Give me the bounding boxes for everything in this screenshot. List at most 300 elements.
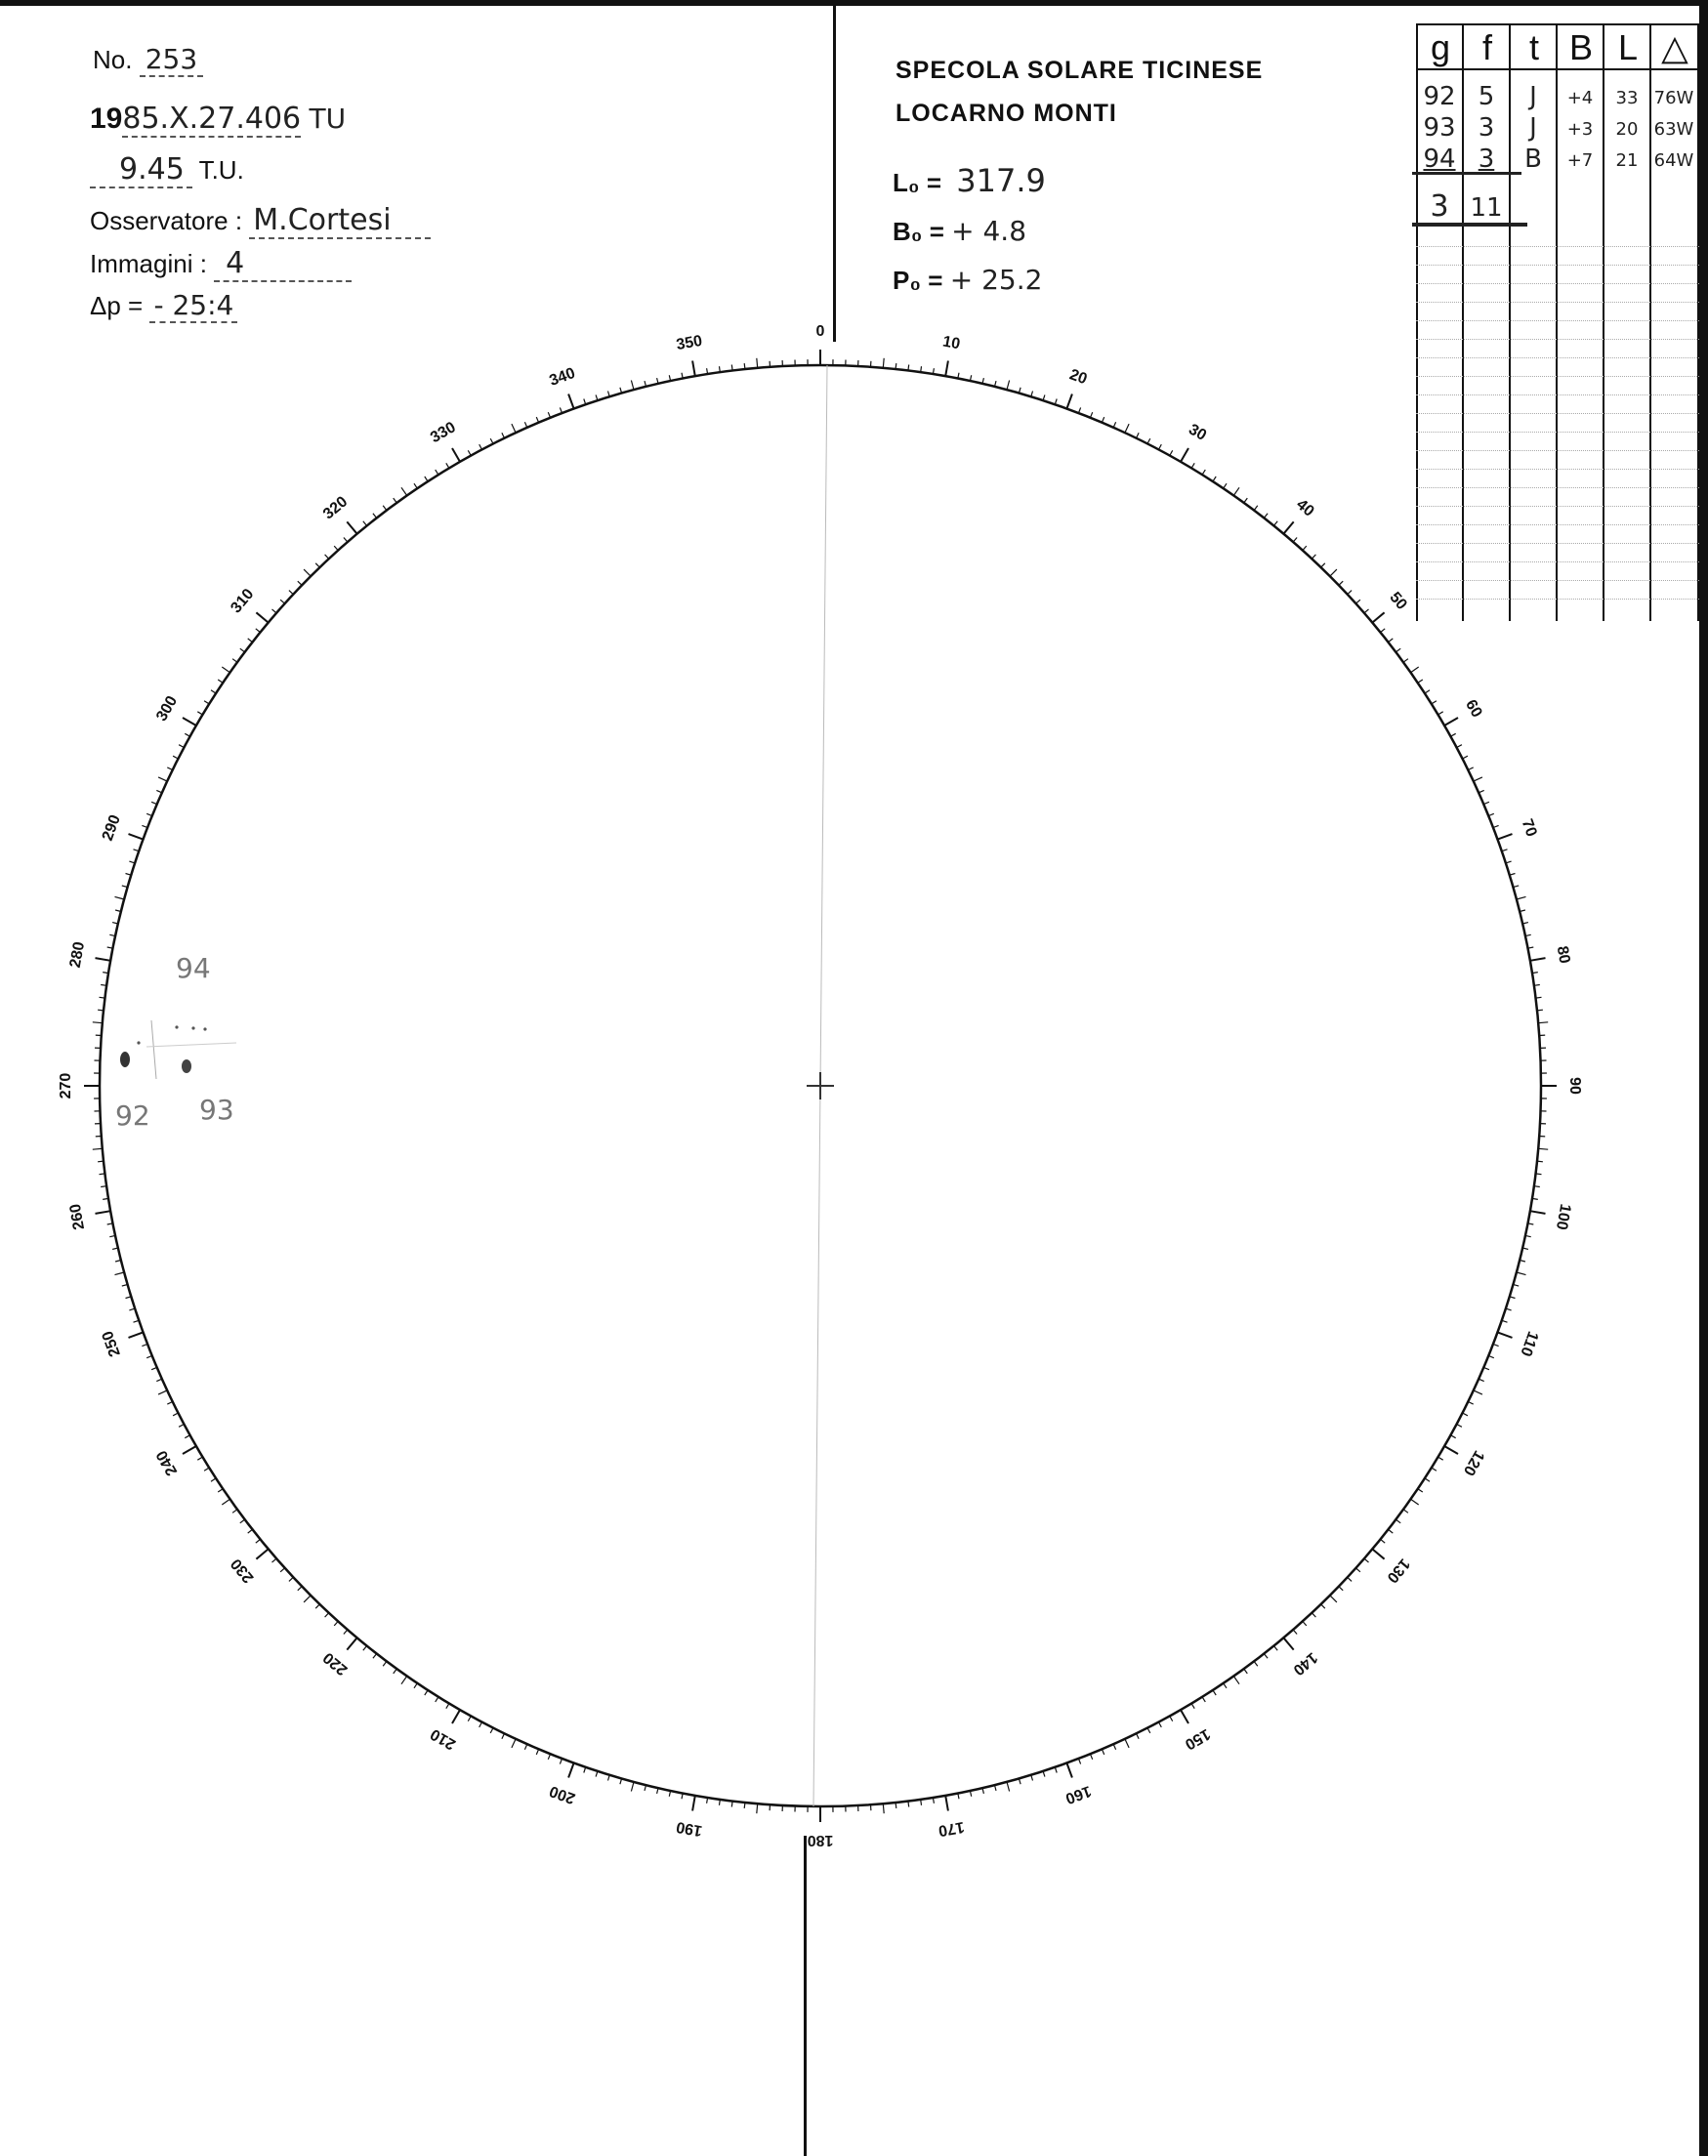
degree-tick [363, 521, 367, 526]
degree-tick [1396, 648, 1400, 652]
degree-tick [1244, 498, 1248, 503]
degree-tick [908, 1802, 909, 1807]
degree-tick [96, 1211, 111, 1214]
row3-l: 21 [1615, 150, 1639, 171]
degree-tick [490, 438, 493, 443]
degree-tick [129, 1332, 144, 1338]
degree-tick [479, 1722, 482, 1727]
degree-tick [158, 1390, 167, 1394]
degree-tick [1381, 1539, 1386, 1543]
degree-tick [272, 1558, 277, 1562]
degree-tick [1537, 1161, 1543, 1162]
sketch-guide-line [146, 1043, 236, 1047]
degree-tick [394, 1669, 397, 1674]
sunspot-92-pore [137, 1041, 140, 1044]
header-b: B [1568, 27, 1593, 67]
degree-tick [1418, 1489, 1423, 1492]
degree-tick [1463, 1413, 1468, 1416]
degree-tick [414, 1683, 417, 1688]
degree-tick [1147, 438, 1150, 443]
row2-f: 3 [1478, 113, 1495, 143]
date-prefix: 19 [90, 103, 123, 135]
degree-tick [425, 477, 428, 481]
row3-delta: 64W [1653, 150, 1694, 171]
degree-tick [222, 667, 229, 673]
row3-t: B [1524, 145, 1542, 174]
degree-tick [1170, 1717, 1173, 1721]
degree-tick [446, 1704, 449, 1709]
degree-tick [167, 1402, 172, 1405]
degree-tick [468, 1717, 471, 1721]
delta-p-label: Δp = [90, 291, 144, 320]
degree-tick [1510, 874, 1516, 876]
degree-tick [232, 1510, 237, 1513]
degree-tick [568, 394, 574, 409]
degree-label-80: 80 [1553, 944, 1573, 966]
degree-tick [1264, 1654, 1268, 1659]
row2-l: 20 [1615, 119, 1639, 140]
degree-tick [1364, 1558, 1369, 1562]
row1-f: 5 [1478, 82, 1495, 111]
degree-tick [1536, 1174, 1542, 1175]
date-suffix: TU [309, 103, 347, 135]
degree-tick [1411, 667, 1419, 673]
degree-tick [1031, 1775, 1033, 1781]
degree-tick [1233, 487, 1239, 495]
sunspot-94-pore [203, 1027, 206, 1030]
p0-value: + 25.2 [949, 264, 1043, 296]
degree-tick [744, 363, 745, 369]
degree-tick [248, 1529, 253, 1533]
degree-tick [524, 422, 526, 428]
degree-tick [256, 612, 268, 622]
degree-tick [167, 767, 172, 770]
degree-label-350: 350 [675, 332, 704, 354]
degree-label-330: 330 [428, 419, 459, 447]
degree-tick [1418, 680, 1423, 683]
degree-tick [394, 498, 397, 503]
degree-label-130: 130 [1383, 1555, 1413, 1587]
degree-tick [1283, 521, 1293, 533]
group-label-92: 92 [115, 1099, 150, 1132]
degree-tick [512, 424, 516, 433]
degree-tick [1224, 1683, 1227, 1688]
degree-tick [156, 790, 162, 792]
degree-label-340: 340 [547, 364, 578, 390]
degree-label-20: 20 [1066, 366, 1090, 389]
degree-tick [256, 629, 261, 633]
sunspot-94-pore [175, 1025, 178, 1028]
degree-tick [1389, 639, 1394, 643]
degree-tick [1244, 1669, 1248, 1674]
degree-label-150: 150 [1182, 1724, 1213, 1753]
degree-tick [1137, 1733, 1140, 1738]
degree-tick [1159, 444, 1162, 449]
header-t: t [1528, 27, 1539, 67]
degree-tick [608, 1775, 610, 1781]
degree-tick [425, 1690, 428, 1695]
degree-tick [179, 1425, 184, 1428]
degree-tick [883, 358, 884, 368]
degree-tick [1364, 609, 1369, 613]
degree-tick [1474, 777, 1482, 781]
p0-label: P₀ = [893, 266, 950, 295]
degree-tick [304, 1596, 311, 1602]
total-g: 3 [1430, 189, 1449, 224]
degree-tick [1451, 733, 1456, 736]
degree-tick [631, 381, 634, 391]
degree-tick [568, 1763, 574, 1778]
degree-tick [468, 450, 471, 455]
degree-tick [1517, 896, 1526, 899]
row1-b: +4 [1566, 88, 1594, 108]
degree-tick [1233, 1677, 1239, 1684]
degree-tick [1381, 629, 1386, 633]
degree-tick [1537, 1010, 1543, 1011]
degree-tick [401, 1677, 407, 1684]
degree-tick [945, 1796, 948, 1811]
row1-l: 33 [1615, 88, 1639, 108]
degree-tick [347, 521, 356, 533]
degree-tick [1191, 1704, 1194, 1709]
degree-label-70: 70 [1518, 816, 1540, 840]
institution-location: LOCARNO MONTI [896, 100, 1117, 127]
degree-tick [98, 1161, 104, 1162]
degree-tick [289, 591, 293, 595]
time-suffix: T.U. [198, 155, 244, 185]
degree-tick [1293, 538, 1297, 543]
degree-tick [1444, 1446, 1458, 1454]
degree-tick [158, 777, 167, 781]
degree-label-120: 120 [1459, 1447, 1487, 1478]
row1-t: J [1529, 82, 1537, 111]
degree-tick [298, 581, 302, 585]
degree-tick [179, 745, 184, 748]
degree-tick [1213, 477, 1216, 481]
degree-label-310: 310 [228, 585, 258, 617]
row2-t: J [1529, 113, 1537, 143]
degree-label-290: 290 [99, 812, 124, 844]
degree-tick [446, 463, 449, 468]
degree-tick [1321, 563, 1325, 567]
degree-label-10: 10 [940, 333, 962, 353]
degree-label-300: 300 [153, 693, 182, 725]
degree-tick [280, 600, 285, 603]
degree-label-280: 280 [66, 940, 89, 970]
degree-tick [1348, 1577, 1352, 1581]
degree-tick [1113, 1744, 1115, 1750]
row3-g: 94 [1423, 145, 1456, 174]
degree-tick [1339, 581, 1343, 585]
degree-tick [1438, 712, 1443, 715]
degree-tick [298, 1587, 302, 1591]
degree-tick [1330, 569, 1337, 576]
degree-label-230: 230 [228, 1555, 258, 1587]
degree-tick [1213, 1690, 1216, 1695]
degree-tick [1510, 1297, 1516, 1299]
degree-tick [692, 361, 695, 377]
row2-b: +3 [1566, 119, 1594, 140]
degree-tick [1403, 659, 1408, 663]
sunspot-92 [120, 1052, 130, 1067]
degree-tick [185, 1435, 189, 1438]
degree-tick [373, 514, 377, 518]
degree-tick [383, 506, 387, 511]
degree-tick [197, 712, 202, 715]
row3-f: 3 [1478, 145, 1495, 174]
degree-tick [315, 563, 319, 567]
b0-label: B₀ = [893, 217, 952, 246]
degree-tick [211, 690, 216, 693]
degree-tick [1538, 1148, 1548, 1149]
row1-g: 92 [1423, 82, 1456, 111]
row2-g: 93 [1423, 113, 1456, 143]
institution-name: SPECOLA SOLARE TICINESE [896, 57, 1264, 84]
degree-tick [1451, 1435, 1456, 1438]
degree-tick [1170, 450, 1173, 455]
degree-label-170: 170 [937, 1817, 966, 1840]
degree-label-50: 50 [1386, 589, 1410, 613]
degree-tick [211, 1478, 216, 1481]
degree-tick [1457, 1425, 1462, 1428]
degree-tick [1530, 1211, 1546, 1214]
degree-tick [256, 1539, 261, 1543]
degree-tick [608, 392, 610, 397]
degree-tick [1538, 1022, 1548, 1023]
degree-tick [315, 1604, 319, 1608]
degree-tick [1403, 1510, 1408, 1513]
header-delta: △ [1661, 27, 1688, 67]
degree-tick [1438, 1457, 1443, 1460]
degree-tick [1159, 1722, 1162, 1727]
degree-tick [1254, 506, 1258, 511]
time-value: 9.45 [90, 152, 192, 188]
b0-value: + 4.8 [951, 215, 1027, 247]
degree-tick [452, 1710, 460, 1723]
degree-tick [248, 639, 253, 643]
degree-tick [98, 1010, 104, 1011]
degree-tick [1303, 1621, 1307, 1626]
degree-tick [1066, 1763, 1072, 1778]
degree-tick [1202, 470, 1205, 475]
degree-tick [1181, 448, 1188, 462]
degree-label-60: 60 [1462, 696, 1485, 721]
number-value: 253 [140, 43, 203, 77]
degree-tick [304, 569, 311, 576]
degree-tick [1339, 1587, 1343, 1591]
degree-tick [757, 358, 758, 368]
group-label-94: 94 [176, 952, 211, 984]
degree-tick [436, 1697, 438, 1702]
degree-tick [383, 1661, 387, 1666]
date-value: 85.X.27.406 [122, 102, 302, 136]
degree-tick [401, 487, 407, 495]
sunspot-groups [120, 1020, 236, 1079]
degree-tick [100, 997, 105, 998]
degree-label-180: 180 [807, 1831, 834, 1848]
degree-tick [1468, 767, 1473, 770]
degree-label-110: 110 [1517, 1329, 1542, 1359]
degree-label-270: 270 [58, 1072, 75, 1099]
degree-tick [232, 659, 237, 663]
degree-tick [156, 1379, 162, 1381]
degree-tick [1254, 1661, 1258, 1666]
row2-delta: 63W [1653, 119, 1694, 140]
degree-tick [218, 1489, 223, 1492]
degree-label-260: 260 [66, 1202, 89, 1231]
degree-tick [1181, 1710, 1188, 1723]
degree-tick [1264, 514, 1268, 518]
degree-tick [512, 1739, 516, 1748]
degree-tick [1355, 600, 1360, 603]
degree-tick [414, 483, 417, 488]
number-label: No. [93, 45, 133, 74]
degree-label-190: 190 [675, 1817, 704, 1840]
degree-label-320: 320 [319, 493, 352, 523]
sketch-guide-line [151, 1020, 156, 1079]
degree-tick [1425, 1478, 1430, 1481]
degree-tick [1425, 690, 1430, 693]
degree-label-0: 0 [815, 323, 825, 341]
degree-tick [1137, 433, 1140, 437]
degree-tick [1125, 1739, 1129, 1748]
degree-tick [183, 1446, 196, 1454]
degree-tick [1113, 422, 1115, 428]
degree-tick [344, 538, 348, 543]
degree-tick [731, 365, 732, 371]
degree-tick [921, 1800, 922, 1805]
degree-tick [93, 1022, 103, 1023]
degree-tick [1355, 1568, 1360, 1572]
degree-tick [334, 546, 338, 551]
degree-tick [1348, 591, 1352, 595]
degree-tick [1534, 985, 1540, 986]
degree-tick [240, 648, 245, 652]
degree-tick [289, 1577, 293, 1581]
degree-tick [945, 361, 948, 377]
degree-tick [173, 1413, 178, 1416]
degree-tick [1330, 1596, 1337, 1602]
degree-tick [1432, 1468, 1437, 1471]
degree-tick [744, 1803, 745, 1808]
degree-tick [1534, 1186, 1540, 1187]
degree-tick [1191, 463, 1194, 468]
degree-tick [126, 1297, 132, 1299]
degree-tick [1536, 997, 1542, 998]
degree-label-40: 40 [1293, 496, 1317, 520]
degree-tick [100, 1174, 105, 1175]
degree-tick [240, 1519, 245, 1523]
degree-tick [204, 1468, 209, 1471]
degree-tick [1312, 555, 1315, 559]
degree-tick [272, 609, 277, 613]
degree-tick [334, 1621, 338, 1626]
degree-tick [101, 985, 106, 986]
degree-tick [1007, 381, 1010, 391]
degree-tick [197, 1457, 202, 1460]
degree-tick [256, 1549, 268, 1558]
degree-tick [692, 1796, 695, 1811]
degree-tick [1479, 790, 1484, 792]
degree-tick [1312, 1613, 1315, 1617]
degree-tick [720, 366, 721, 372]
degree-label-140: 140 [1289, 1648, 1321, 1679]
degree-tick [1432, 701, 1437, 704]
degree-tick [173, 756, 178, 759]
degree-tick [1463, 756, 1468, 759]
degree-tick [1273, 521, 1277, 526]
degree-tick [344, 1630, 348, 1635]
degree-tick [1530, 958, 1546, 961]
degree-tick [218, 680, 223, 683]
degree-tick [731, 1802, 732, 1807]
degree-tick [908, 365, 909, 371]
degree-tick [101, 1186, 106, 1187]
degree-tick [1498, 1332, 1513, 1338]
degree-tick [1321, 1604, 1325, 1608]
degree-tick [1372, 1549, 1384, 1558]
degree-tick [204, 701, 209, 704]
group-label-93: 93 [199, 1094, 234, 1126]
degree-tick [325, 1613, 329, 1617]
degree-tick [115, 896, 125, 899]
delta-p-value: - 25:4 [149, 289, 237, 323]
degree-label-210: 210 [428, 1724, 459, 1753]
degree-label-100: 100 [1552, 1202, 1574, 1231]
degree-tick [1293, 1630, 1297, 1635]
degree-tick [222, 1499, 229, 1505]
header-l: L [1617, 27, 1639, 67]
degree-tick [452, 448, 460, 462]
degree-tick [720, 1800, 721, 1805]
degree-tick [1411, 1499, 1419, 1505]
degree-label-240: 240 [153, 1447, 182, 1478]
degree-tick [126, 874, 132, 876]
degree-tick [757, 1804, 758, 1813]
degree-tick [183, 718, 196, 726]
degree-label-30: 30 [1186, 421, 1210, 444]
degree-tick [115, 1272, 125, 1275]
degree-tick [1372, 612, 1384, 622]
degree-tick [280, 1568, 285, 1572]
sunspot-94-pore [191, 1026, 194, 1029]
degree-tick [1474, 1390, 1482, 1394]
degree-tick [1031, 392, 1033, 397]
degree-tick [436, 470, 438, 475]
degree-label-160: 160 [1062, 1782, 1094, 1807]
degree-tick [1007, 1782, 1010, 1792]
degree-tick [524, 1744, 526, 1750]
observer-value: M.Cortesi [249, 203, 430, 239]
degree-tick [1444, 718, 1458, 726]
observer-label: Osservatore : [90, 206, 243, 235]
l0-label: L₀ = [893, 168, 942, 197]
degree-label-250: 250 [99, 1328, 124, 1359]
degree-label-200: 200 [547, 1782, 578, 1807]
total-f: 11 [1470, 193, 1503, 223]
degree-tick [921, 366, 922, 372]
images-value: 4 [214, 246, 352, 282]
degree-tick [1389, 1529, 1394, 1533]
degree-tick [502, 1733, 505, 1738]
header-g: g [1430, 27, 1451, 67]
sunspot-93 [182, 1059, 191, 1073]
degree-tick [129, 834, 144, 840]
degree-tick [1479, 1379, 1484, 1381]
degree-tick [479, 444, 482, 449]
degree-tick [1303, 546, 1307, 551]
degree-tick [96, 958, 111, 961]
